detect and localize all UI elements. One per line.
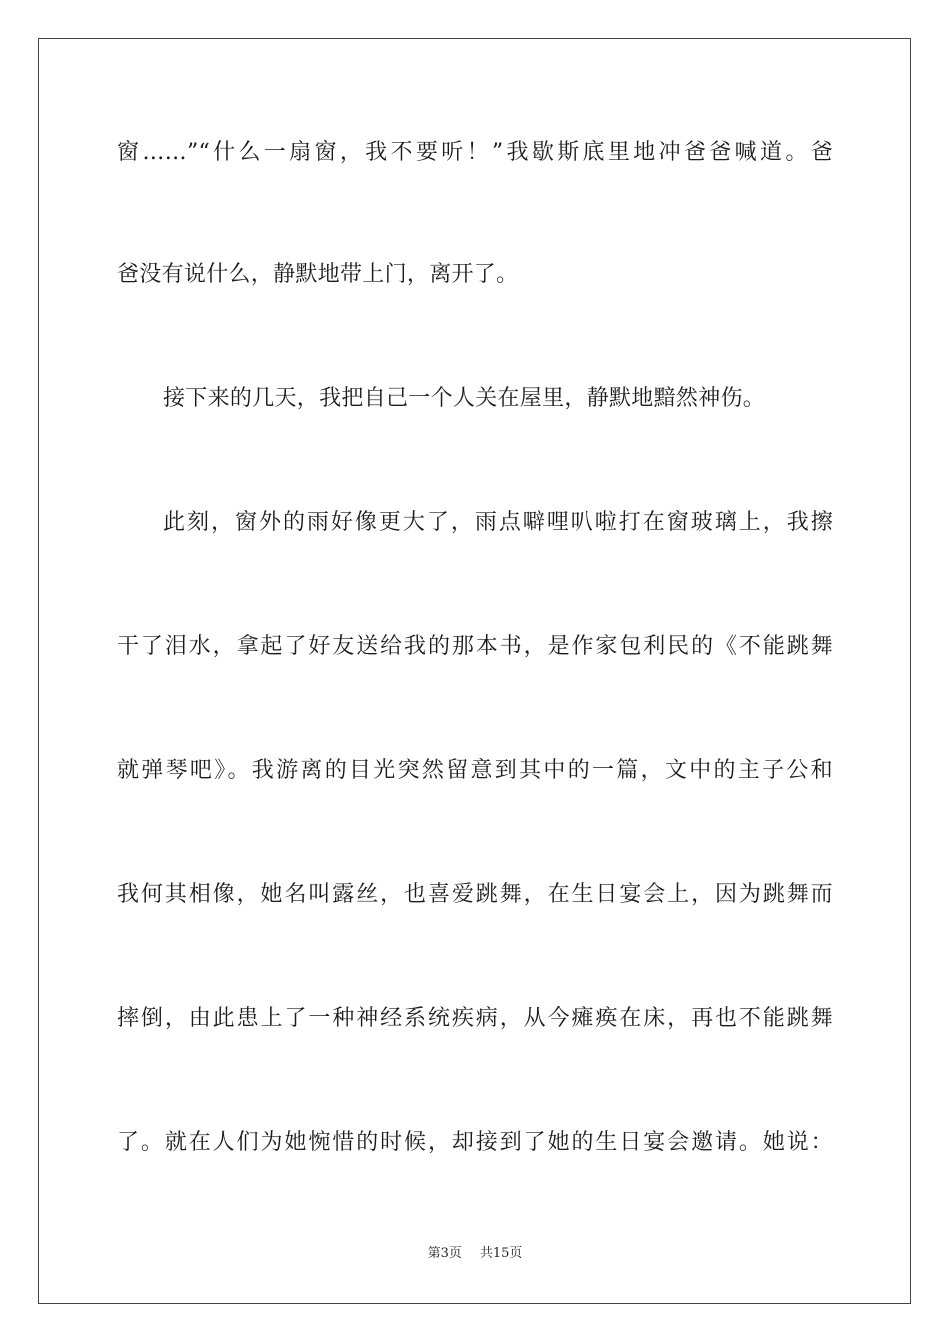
text-line-6: 就弹琴吧》。我游离的目光突然留意到其中的一篇，文中的主子公和 — [117, 758, 833, 783]
text-line-4: 此刻，窗外的雨好像更大了，雨点噼哩叭啦打在窗玻璃上，我擦 — [163, 510, 833, 535]
text-line-7: 我何其相像，她名叫露丝，也喜爱跳舞，在生日宴会上，因为跳舞而 — [117, 882, 833, 907]
total-pages: 共15页 — [479, 1246, 523, 1261]
text-line-3: 接下来的几天，我把自己一个人关在屋里，静默地黯然神伤。 — [163, 386, 766, 411]
page-border — [38, 38, 911, 1304]
text-line-5: 干了泪水，拿起了好友送给我的那本书，是作家包利民的《不能跳舞 — [117, 634, 833, 659]
text-line-1: 窗……”“什么一扇窗，我不要听！”我歇斯底里地冲爸爸喊道。爸 — [117, 140, 833, 165]
page-number: 第3页 — [427, 1246, 462, 1261]
text-line-8: 摔倒，由此患上了一种神经系统疾病，从今瘫痪在床，再也不能跳舞 — [117, 1006, 833, 1031]
page-footer — [0, 1245, 950, 1263]
text-line-2: 爸没有说什么，静默地带上门，离开了。 — [117, 262, 519, 287]
text-line-9: 了。就在人们为她惋惜的时候，却接到了她的生日宴会邀请。她说： — [117, 1130, 833, 1155]
